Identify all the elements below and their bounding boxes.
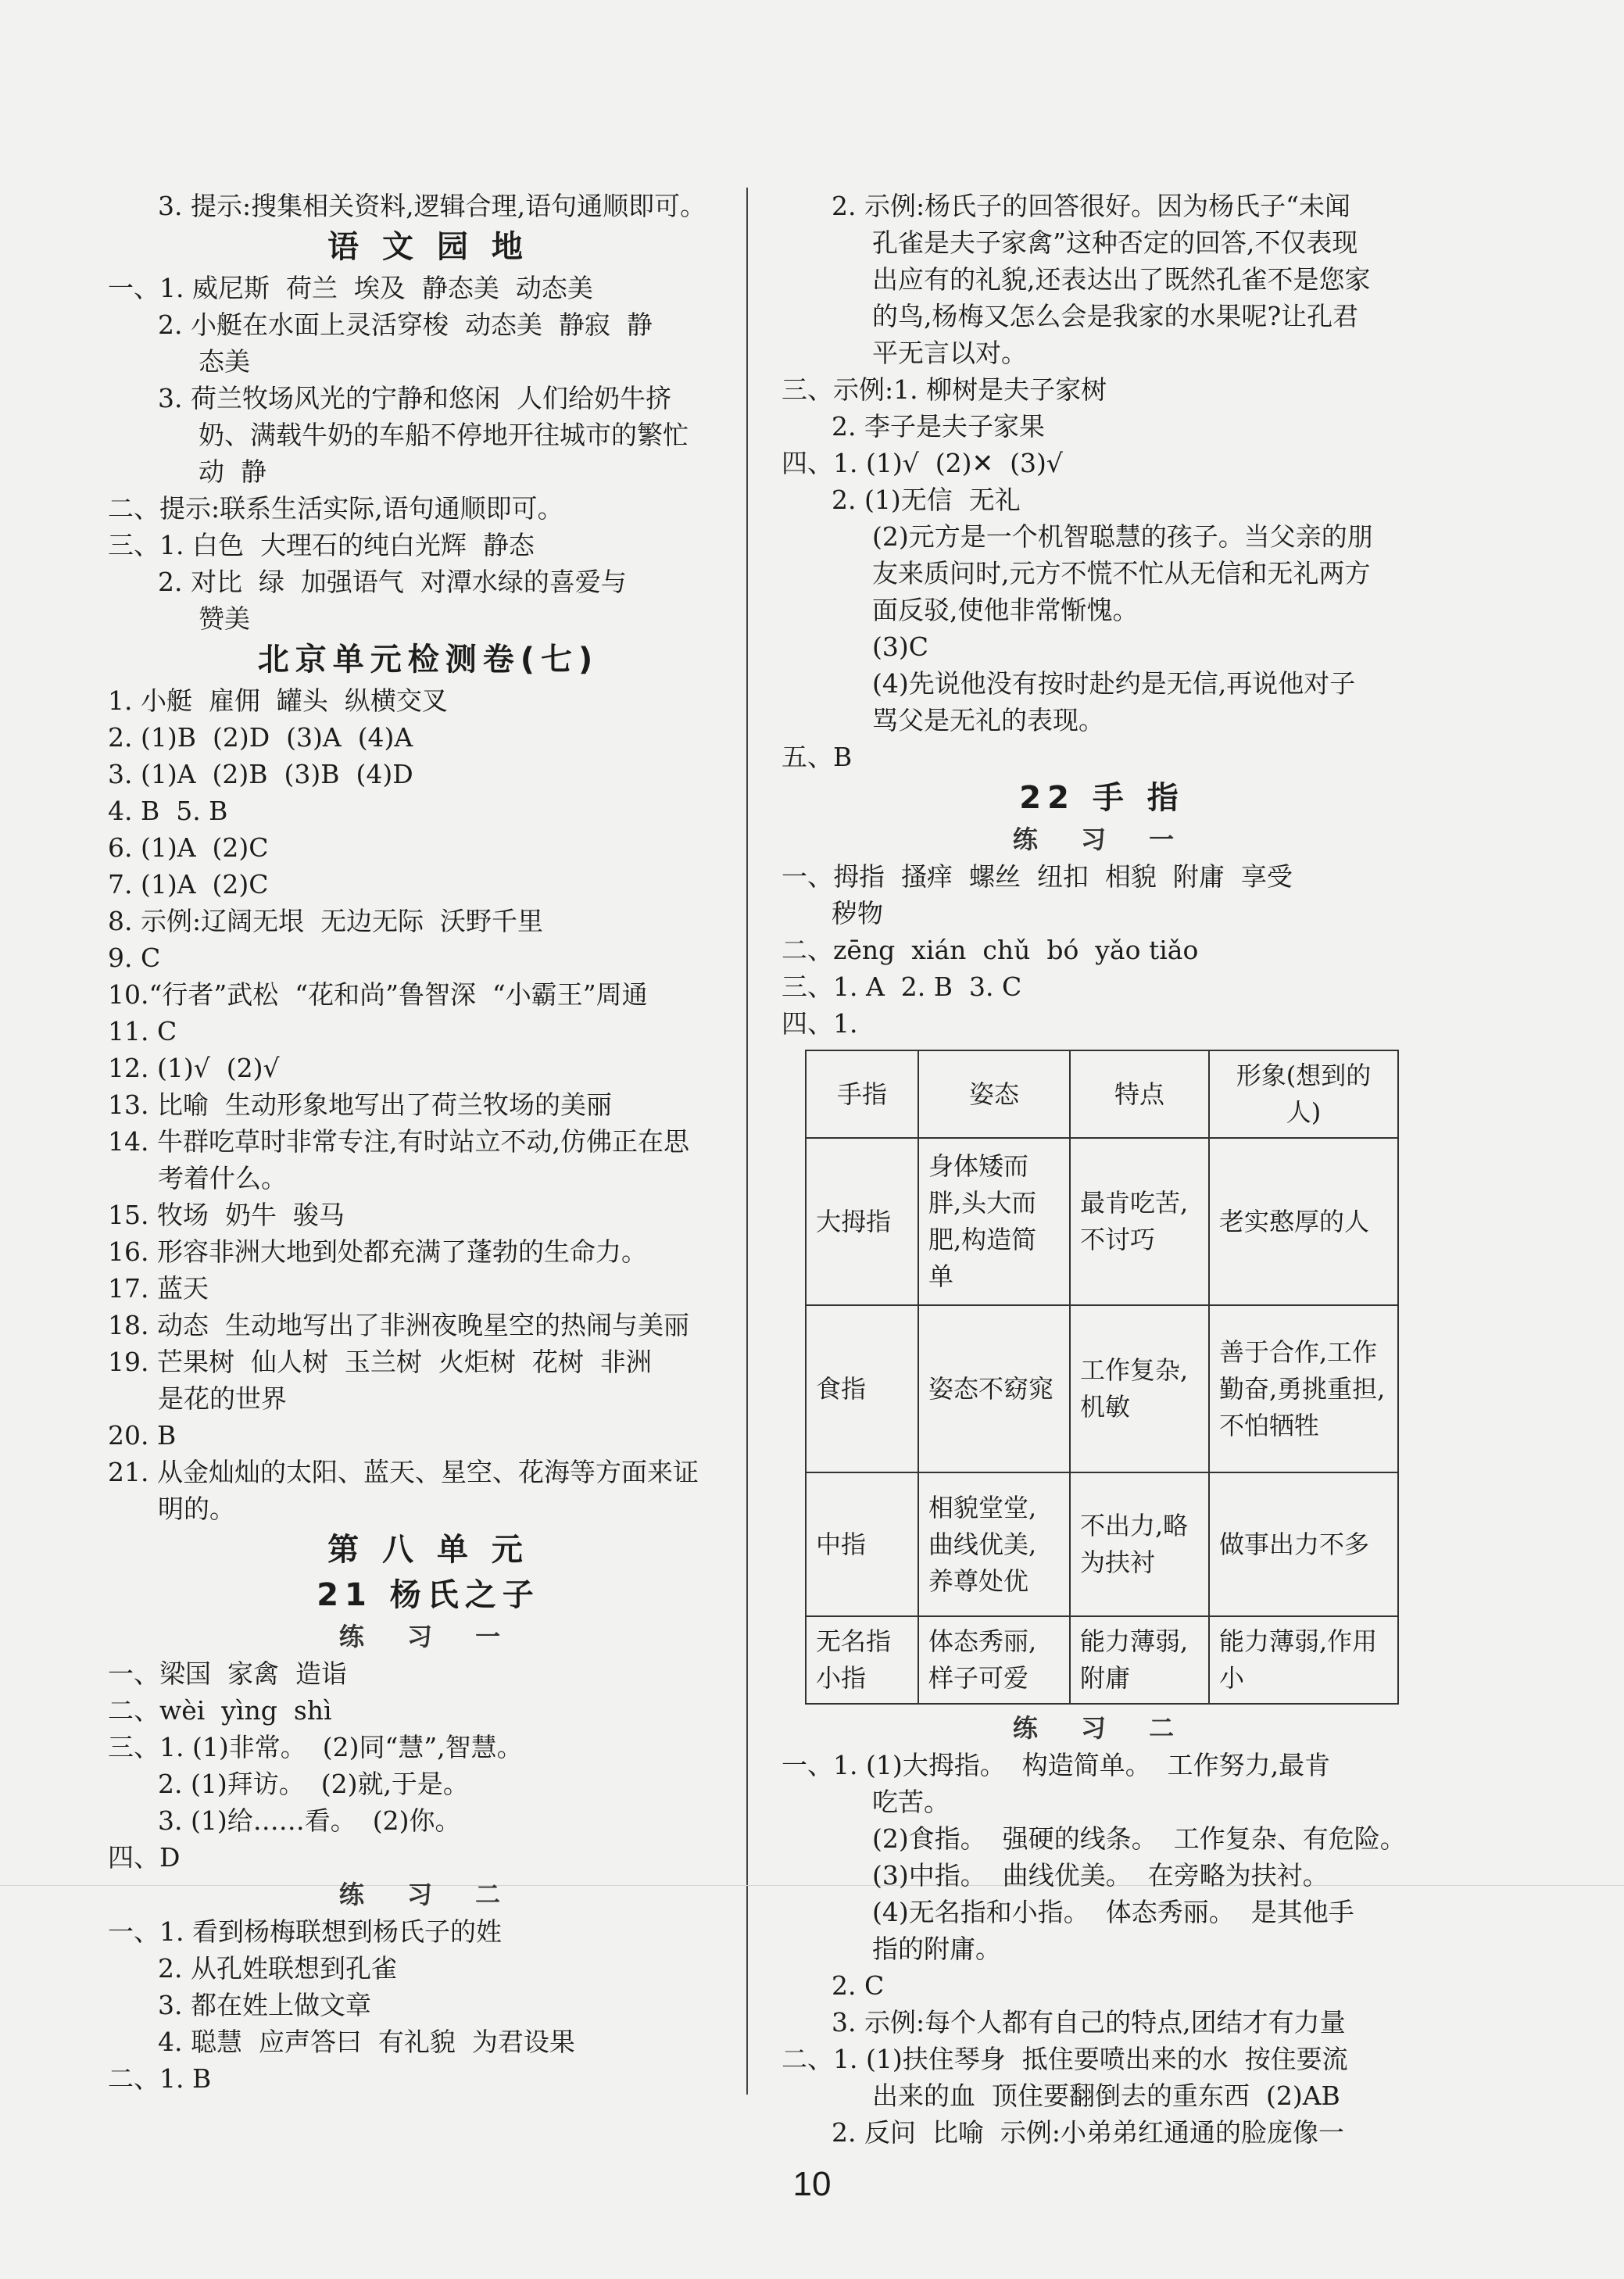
answer-line: 出来的血 顶住要翻倒去的重东西 (2)AB: [872, 2080, 1340, 2111]
table-cell: 体态秀丽,样子可爱: [918, 1616, 1070, 1704]
table-row: [806, 1472, 1398, 1616]
answer-line: 3. 都在姓上做文章: [158, 1990, 371, 2020]
answer-line: 15. 牧场 奶牛 骏马: [108, 1200, 345, 1230]
answer-line: 2. 示例:杨氏子的回答很好。因为杨氏子“未闻: [832, 191, 1350, 221]
exercise-subheading: 练 习 一: [1012, 825, 1192, 854]
answer-line: 12. (1)√ (2)√: [108, 1053, 280, 1083]
exercise-subheading: 练 习 二: [338, 1880, 518, 1909]
table-cell: 工作复杂,机敏: [1070, 1305, 1209, 1472]
table-row: [806, 1138, 1398, 1305]
answer-line: 吃苦。: [872, 1787, 950, 1817]
answer-line: 二、提示:联系生活实际,语句通顺即可。: [108, 493, 563, 524]
answer-line: 18. 动态 生动地写出了非洲夜晚星空的热闹与美丽: [108, 1310, 689, 1340]
table-header-cell: 手指: [806, 1050, 918, 1138]
answer-line: 8. 示例:辽阔无垠 无边无际 沃野千里: [108, 906, 544, 936]
answer-line: 一、1. 威尼斯 荷兰 埃及 静态美 动态美: [108, 273, 593, 303]
table-row: [806, 1305, 1398, 1472]
answer-line: 平无言以对。: [872, 338, 1027, 368]
table-cell: 老实憨厚的人: [1209, 1138, 1398, 1305]
answer-line: 一、梁国 家禽 造诣: [108, 1658, 347, 1689]
answer-line: 是花的世界: [158, 1383, 287, 1414]
answer-line: 二、wèi yìng shì: [108, 1695, 332, 1726]
answer-line: 出应有的礼貌,还表达出了既然孔雀不是您家: [872, 264, 1371, 295]
answer-line: 6. (1)A (2)C: [108, 832, 269, 863]
finger-answer-table: [805, 1050, 1399, 1705]
answer-line: 2. 李子是夫子家果: [832, 411, 1045, 442]
answer-line: 一、1. 看到杨梅联想到杨氏子的姓: [108, 1916, 502, 1947]
answer-line: 10.“行者”武松 “花和尚”鲁智深 “小霸王”周通: [108, 979, 648, 1010]
section-heading: 语 文 园 地: [327, 229, 529, 265]
table-header-cell: 特点: [1070, 1050, 1209, 1138]
table-header-cell: 形象(想到的人): [1209, 1050, 1398, 1138]
answer-line: 考着什么。: [158, 1163, 287, 1193]
answer-line: 3. 示例:每个人都有自己的特点,团结才有力量: [832, 2007, 1346, 2038]
table-cell: 能力薄弱,作用小: [1209, 1616, 1398, 1704]
answer-line: 2. (1)B (2)D (3)A (4)A: [108, 722, 413, 753]
answer-line: 2. 对比 绿 加强语气 对潭水绿的喜爱与: [158, 567, 627, 597]
answer-line: 面反驳,使他非常惭愧。: [872, 595, 1139, 625]
answer-line: (4)先说他没有按时赴约是无信,再说他对子: [872, 668, 1356, 699]
answer-line: 动 静: [199, 456, 266, 487]
answer-line: 21. 从金灿灿的太阳、蓝天、星空、花海等方面来证: [108, 1457, 699, 1487]
answer-line: 秽物: [832, 898, 883, 928]
table-header-row: [806, 1050, 1398, 1138]
exercise-subheading: 练 习 一: [338, 1622, 518, 1651]
answer-line: 孔雀是夫子家禽”这种否定的回答,不仅表现: [872, 227, 1358, 258]
table-cell: 能力薄弱,附庸: [1070, 1616, 1209, 1704]
answer-line: 三、1. A 2. B 3. C: [782, 971, 1022, 1002]
answer-line: 奶、满载牛奶的车船不停地开往城市的繁忙: [199, 420, 689, 450]
left-column: [108, 188, 749, 2097]
table-cell: 不出力,略为扶衬: [1070, 1472, 1209, 1616]
answer-line: 一、拇指 搔痒 螺丝 纽扣 相貌 附庸 享受: [782, 861, 1293, 892]
answer-line: 2. (1)拜访。 (2)就,于是。: [158, 1769, 469, 1799]
answer-line: 2. 反问 比喻 示例:小弟弟红通通的脸庞像一: [832, 2117, 1345, 2148]
answer-line: 4. B 5. B: [108, 796, 228, 826]
answer-line: 20. B: [108, 1420, 177, 1451]
answer-line: 4. 聪慧 应声答曰 有礼貌 为君设果: [158, 2027, 575, 2057]
answer-line: (3)中指。 曲线优美。 在旁略为扶衬。: [872, 1860, 1329, 1891]
answer-line: 3. (1)给……看。 (2)你。: [158, 1805, 461, 1836]
answer-line: (3)C: [872, 631, 928, 662]
answer-line: 态美: [199, 346, 250, 377]
answer-line: (4)无名指和小指。 体态秀丽。 是其他手: [872, 1897, 1354, 1927]
section-heading: 21 杨氏之子: [317, 1577, 540, 1613]
answer-line: 四、1. (1)√ (2)✕ (3)√: [782, 448, 1063, 478]
answer-line: 13. 比喻 生动形象地写出了荷兰牧场的美丽: [108, 1089, 612, 1120]
table-cell: 身体矮而胖,头大而肥,构造简单: [918, 1138, 1070, 1305]
answer-line: 明的。: [158, 1494, 235, 1524]
table-cell: 食指: [806, 1305, 918, 1472]
answer-line: 一、1. (1)大拇指。 构造简单。 工作努力,最肯: [782, 1750, 1331, 1780]
right-column-bottom: [782, 1709, 1422, 2151]
answer-line: 赞美: [199, 603, 250, 634]
answer-line: 的鸟,杨梅又怎么会是我家的水果呢?让孔君: [872, 301, 1359, 331]
answer-line: 17. 蓝天: [108, 1273, 209, 1304]
answer-line: 三、1. (1)非常。 (2)同“慧”,智慧。: [108, 1732, 523, 1762]
answer-line: (2)食指。 强硬的线条。 工作复杂、有危险。: [872, 1823, 1406, 1854]
answer-line: 14. 牛群吃草时非常专注,有时站立不动,仿佛正在思: [108, 1126, 689, 1157]
answer-line: 骂父是无礼的表现。: [872, 705, 1104, 735]
table-cell: 大拇指: [806, 1138, 918, 1305]
answer-line: 三、示例:1. 柳树是夫子家树: [782, 374, 1107, 405]
table-cell: 姿态不窈窕: [918, 1305, 1070, 1472]
section-heading: 北京单元检测卷(七): [257, 642, 599, 678]
right-column: [782, 188, 1422, 2151]
answer-line: 11. C: [108, 1016, 177, 1046]
section-heading: 第 八 单 元: [327, 1532, 529, 1568]
answer-line: 1. 小艇 雇佣 罐头 纵横交叉: [108, 685, 448, 716]
answer-line: 3. (1)A (2)B (3)B (4)D: [108, 759, 413, 789]
answer-line: 二、1. B: [108, 2063, 212, 2094]
table-cell: 中指: [806, 1472, 918, 1616]
table-cell: 最肯吃苦,不讨巧: [1070, 1138, 1209, 1305]
answer-line: 三、1. 白色 大理石的纯白光辉 静态: [108, 530, 535, 560]
table-cell: 相貌堂堂,曲线优美,养尊处优: [918, 1472, 1070, 1616]
answer-line: 19. 芒果树 仙人树 玉兰树 火炬树 花树 非洲: [108, 1347, 652, 1377]
table-row: [806, 1616, 1398, 1704]
page-number: 10: [792, 2165, 832, 2203]
right-column-top: [782, 188, 1422, 1042]
answer-line: 指的附庸。: [872, 1934, 1001, 1964]
exercise-subheading: 练 习 二: [1012, 1713, 1192, 1743]
answer-line: 友来质问时,元方不慌不忙从无信和无礼两方: [872, 558, 1371, 589]
table-cell: 做事出力不多: [1209, 1472, 1398, 1616]
answer-line: 16. 形容非洲大地到处都充满了蓬勃的生命力。: [108, 1236, 647, 1267]
answer-line: 2. C: [832, 1970, 885, 2001]
answer-line: 二、1. (1)扶住琴身 抵住要喷出来的水 按住要流: [782, 2044, 1348, 2074]
table-header-cell: 姿态: [918, 1050, 1070, 1138]
answer-line: 五、B: [782, 742, 853, 772]
answer-line: 2. (1)无信 无礼: [832, 485, 1021, 515]
answer-line: 二、zēng xián chǔ bó yǎo tiǎo: [782, 935, 1199, 965]
section-heading: 22 手 指: [1019, 780, 1185, 816]
table-cell: 善于合作,工作勤奋,勇挑重担,不怕牺牲: [1209, 1305, 1398, 1472]
answer-line: 7. (1)A (2)C: [108, 869, 269, 900]
answer-line: 四、1.: [782, 1008, 858, 1039]
answer-line: 2. 从孔姓联想到孔雀: [158, 1953, 397, 1984]
answer-line: 3. 荷兰牧场风光的宁静和悠闲 人们给奶牛挤: [158, 383, 671, 413]
answer-line: 3. 提示:搜集相关资料,逻辑合理,语句通顺即可。: [158, 191, 706, 221]
answer-line: 四、D: [108, 1842, 181, 1873]
table-cell: 无名指 小指: [806, 1616, 918, 1704]
answer-line: (2)元方是一个机智聪慧的孩子。当父亲的朋: [872, 521, 1373, 552]
answer-line: 9. C: [108, 943, 161, 973]
answer-line: 2. 小艇在水面上灵活穿梭 动态美 静寂 静: [158, 309, 653, 340]
